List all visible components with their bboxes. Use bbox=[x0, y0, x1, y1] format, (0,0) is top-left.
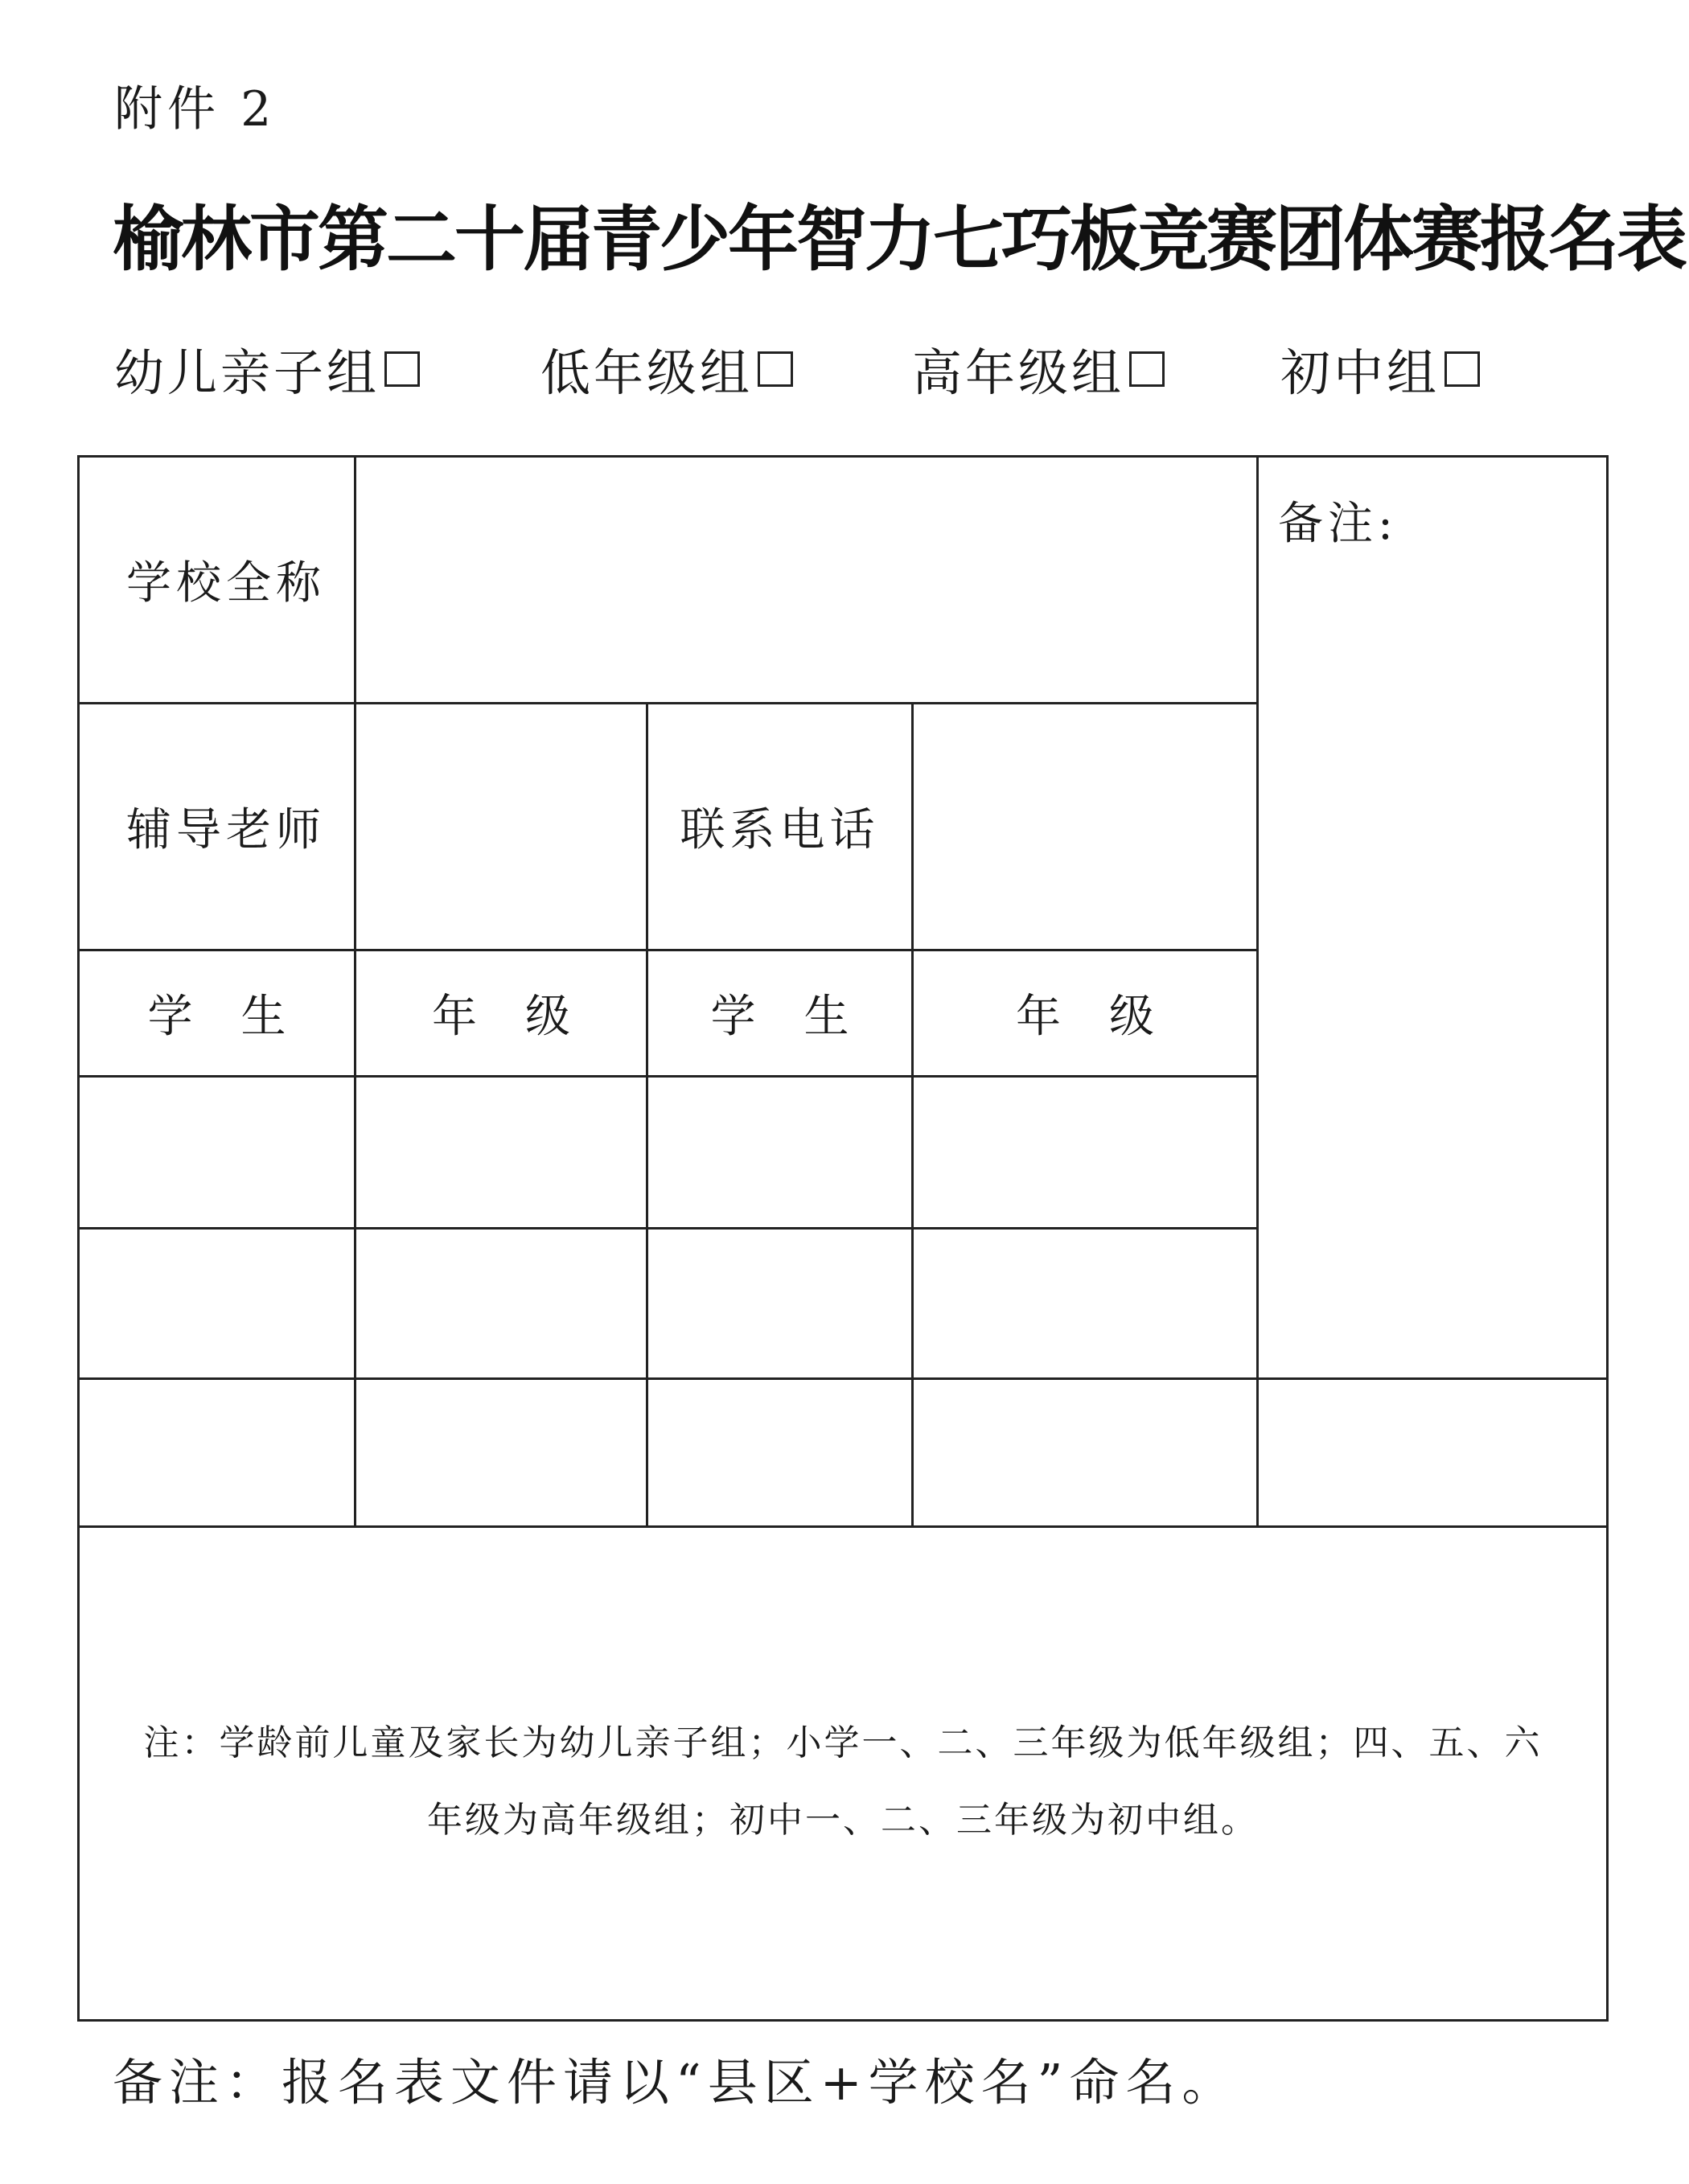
student-6-field[interactable] bbox=[646, 1377, 914, 1528]
group-option-upper-grade[interactable] bbox=[912, 333, 1165, 404]
grade-header-text: 年级 bbox=[432, 991, 618, 1043]
teacher-label-cell bbox=[77, 702, 356, 951]
grade-3-field[interactable] bbox=[354, 1227, 648, 1380]
grade-1-field[interactable] bbox=[354, 1075, 648, 1230]
note-line-1: 注：学龄前儿童及家长为幼儿亲子组；小学一、二、三年级为低年级组；四、五、六 bbox=[143, 1722, 1543, 1763]
student-header-2 bbox=[646, 949, 914, 1078]
form-title: 榆林市第二十届青少年智力七巧板竞赛团体赛报名表 bbox=[113, 198, 1686, 281]
student-4-field[interactable] bbox=[646, 1227, 914, 1380]
student-header-text: 学生 bbox=[710, 991, 898, 1043]
teacher-label: 辅导老师 bbox=[126, 804, 326, 856]
footer-note: 备注：报名表文件请以“县区+学校名”命名。 bbox=[113, 2053, 1239, 2112]
teacher-name-field[interactable] bbox=[354, 702, 648, 951]
student-header-text: 学生 bbox=[147, 991, 335, 1043]
school-label: 学校全称 bbox=[126, 557, 326, 610]
phone-field[interactable] bbox=[911, 702, 1259, 951]
checkbox-icon[interactable] bbox=[1444, 351, 1480, 387]
group-option-lower-grade[interactable] bbox=[540, 333, 793, 404]
grade-4-field[interactable] bbox=[911, 1227, 1259, 1380]
remarks-extra-field[interactable] bbox=[1256, 1377, 1609, 1528]
note-cell bbox=[77, 1525, 1609, 2022]
remarks-cell[interactable] bbox=[1256, 455, 1609, 1380]
grade-header-2 bbox=[911, 949, 1259, 1078]
group-option-kindergarten[interactable] bbox=[114, 333, 420, 404]
group-label: 高年级组 bbox=[912, 343, 1125, 402]
phone-label-cell bbox=[646, 702, 914, 951]
school-name-field[interactable] bbox=[354, 455, 1259, 704]
checkbox-icon[interactable] bbox=[384, 351, 420, 387]
group-selector bbox=[0, 333, 1689, 402]
group-label: 幼儿亲子组 bbox=[114, 343, 380, 402]
grade-header-1 bbox=[354, 949, 648, 1078]
checkbox-icon[interactable] bbox=[758, 351, 793, 387]
remarks-label: 备注: bbox=[1278, 498, 1398, 550]
group-label: 低年级组 bbox=[540, 343, 754, 402]
grade-2-field[interactable] bbox=[911, 1075, 1259, 1230]
school-label-cell bbox=[77, 455, 356, 704]
student-3-field[interactable] bbox=[77, 1227, 356, 1380]
phone-label: 联系电话 bbox=[680, 804, 880, 856]
grade-5-field[interactable] bbox=[354, 1377, 648, 1528]
student-1-field[interactable] bbox=[77, 1075, 356, 1230]
student-header-1 bbox=[77, 949, 356, 1078]
note-line-2: 年级为高年级组；初中一、二、三年级为初中组。 bbox=[427, 1799, 1259, 1841]
grade-header-text: 年级 bbox=[1016, 991, 1202, 1043]
attachment-label: 附件 2 bbox=[114, 81, 277, 138]
grade-6-field[interactable] bbox=[911, 1377, 1259, 1528]
student-5-field[interactable] bbox=[77, 1377, 356, 1528]
group-label: 初中组 bbox=[1280, 343, 1440, 402]
registration-table bbox=[77, 455, 1609, 2022]
checkbox-icon[interactable] bbox=[1129, 351, 1165, 387]
student-2-field[interactable] bbox=[646, 1075, 914, 1230]
group-option-junior-high[interactable] bbox=[1280, 333, 1480, 404]
